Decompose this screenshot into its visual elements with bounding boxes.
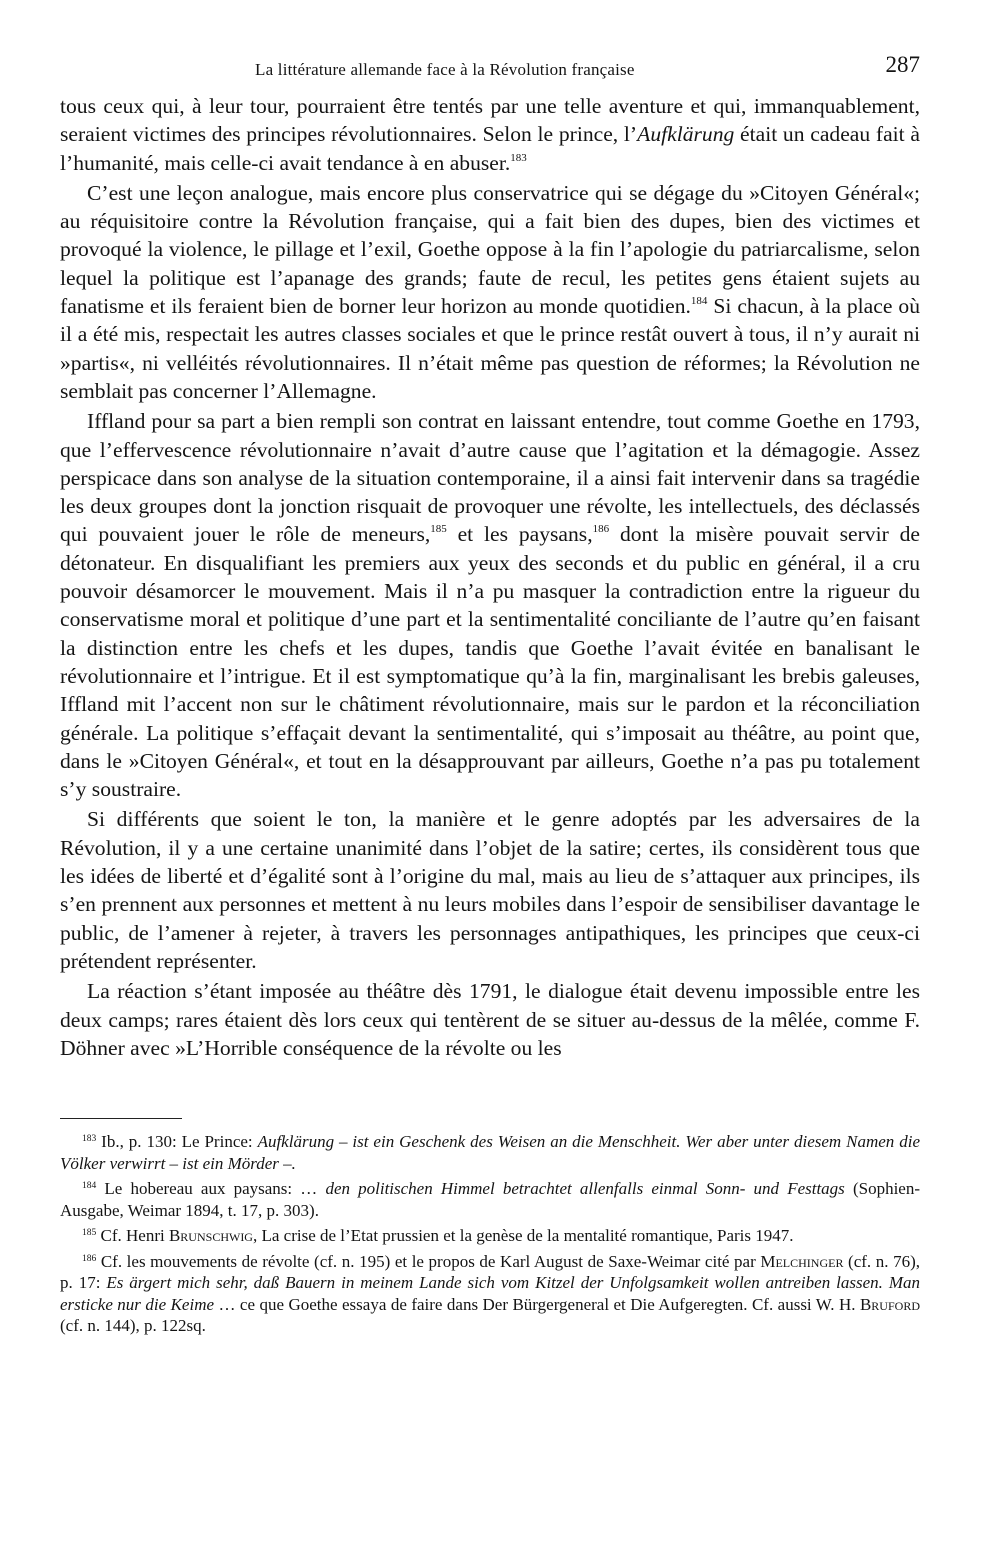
- body-text: [60, 92, 920, 1062]
- text-run: tous ceux qui, à leur tour, pourraient être tentés par une telle aventure et qui, immanquablement, seraient victimes des principes révolutionnaires. Selon le prince, l’: [60, 94, 920, 147]
- paragraph-3: [60, 407, 920, 803]
- text-run: dont la misère pouvait servir de détonateur. En disqualifiant les premiers aux yeux des seconds et du public en général, il a cru pouvoir désamorcer le mouvement. Mais il n’a pu masquer la contradiction entre la rigueur du conservatisme moral et politique d’une part et la sentimentalité conciliante de l’autre qu’en faisant la distinction entre les chefs et les dupes, tandis que Goethe l’avait évitée en banalisant le révolutionnaire et l’intrigue. Et il est symptomatique qu’à la fin, marginalisant les brebis galeuses, Iffland mit l’accent non sur le châtiment révolutionnaire, mais sur le pardon et la réconciliation générale. La politique s’effaçait devant la sentimentalité, qui s’imposait au théâtre, au point que, dans le »Citoyen Général«, et tout en la désapprouvant par ailleurs, Goethe n’a pas pu totalement s’y soustraire.: [60, 522, 921, 802]
- text-run: Si chacun, à la place où il a été mis, respectait les autres classes sociales et que le prince restât ouvert à tous, il n’y aurait ni »partis«, ni velléités révolutionnaires. Il n’était même pas question de réformes; la Révolution ne semblait pas concerner l’Allemagne.: [60, 294, 920, 403]
- footnote-186: [60, 1251, 920, 1337]
- paragraph-4: Si différents que soient le ton, la manière et le genre adoptés par les adversaires de la Révolution, il y a une certaine unanimité dans l’objet de la satire; certes, ils considèrent tous que les idées de liberté et d’égalité sont à l’origine du mal, mais au lieu de s’attaquer aux principes, ils s’en prennent aux personnes et mettent à nu leurs mobiles dans l’espoir de sensibiliser davantage le public, de l’amener à rejeter, à travers les personnages antipathiques, les principes que ceux-ci prétendent représenter.: [60, 807, 920, 973]
- paragraph-1: [60, 92, 920, 177]
- author-name: Bruford: [859, 1294, 920, 1314]
- text-run: … ce que Goethe essaya de faire dans Der Bürgergeneral et Die Aufgeregten. Cf. aussi W. H.: [214, 1294, 860, 1314]
- text-run: Iffland pour sa part a bien rempli son contrat en laissant entendre, tout comme Goethe en 1793, que l’effervescence révolutionnaire n’avait d’autre cause que l’agitation et la démagogie. Assez perspicace dans son analyse de la situation contemporaine, il a ainsi fait intervenir dans sa tragédie les deux groupes dont la jonction risquait de provoquer une révolte, les intellectuels, des déclassés qui pouvaient jouer le rôle de meneurs,: [60, 409, 920, 547]
- text-run: Cf. les mouvements de révolte (cf. n. 195) et le propos de Karl August de Saxe-Weimar cité par: [96, 1251, 761, 1271]
- paragraph-2: [60, 179, 920, 405]
- footnote-number: 184: [82, 1181, 97, 1192]
- italic-term: Aufklärung: [637, 122, 735, 147]
- italic-quote: den politischen Himmel betrachtet allenfalls einmal Sonn- und Festtags: [325, 1179, 845, 1199]
- text-run: (cf. n. 76), p. 17:: [60, 1251, 920, 1293]
- page-number: 287: [885, 52, 920, 77]
- paragraph-5: La réaction s’étant imposée au théâtre dès 1791, le dialogue était devenu impossible entre les deux camps; rares étaient dès lors ceux qui tentèrent de se situer au-dessus de la mêlée, comme F. Döhner avec »L’Horrible conséquence de la révolte ou les: [60, 979, 920, 1060]
- footnote-number: 185: [82, 1228, 97, 1239]
- text-run: Ib., p. 130: Le Prince:: [96, 1132, 258, 1152]
- italic-quote: Aufklärung – ist ein Geschenk des Weisen an die Menschheit. Wer aber unter diesem Namen die Völker verwirrt – ist ein Mörder –.: [60, 1132, 920, 1173]
- text-run: et les paysans,: [446, 522, 593, 547]
- text-run: (cf. n. 144), p. 122sq.: [60, 1316, 206, 1336]
- footnote-number: 183: [82, 1134, 97, 1145]
- text-run: (Sophien-Ausgabe, Weimar 1894, t. 17, p. 303).: [60, 1179, 921, 1220]
- book-page: [60, 52, 920, 1341]
- footnote-185: [60, 1225, 920, 1247]
- author-name: Melchinger: [760, 1251, 844, 1271]
- footnote-184: [60, 1178, 920, 1221]
- text-run: Cf. Henri: [96, 1226, 169, 1246]
- text-run: , La crise de l’Etat prussien et la genèse de la mentalité romantique, Paris 1947.: [252, 1226, 794, 1246]
- footnote-number: 186: [82, 1253, 97, 1264]
- text-run: était un cadeau fait à l’humanité, mais celle-ci avait tendance à en abuser.: [60, 122, 920, 175]
- footnote-ref-183: 183: [510, 151, 527, 164]
- footnote-ref-185: 185: [430, 523, 447, 536]
- footnote-183: [60, 1131, 920, 1174]
- footnote-ref-184: 184: [690, 295, 708, 308]
- author-name: Brunschwig: [168, 1226, 253, 1246]
- page-header: [60, 52, 920, 92]
- footnote-separator: [60, 1118, 182, 1119]
- footnotes: [60, 1131, 920, 1337]
- footnote-ref-186: 186: [592, 523, 610, 536]
- running-title: La littérature allemande face à la Révolution française: [255, 60, 635, 79]
- italic-quote: Es ärgert mich sehr, daß Bauern in meinem Lande sich vom Kitzel der Unfolgsamkeit wollen antreiben lassen. Man ersticke nur die Keime: [60, 1273, 920, 1314]
- text-run: Le hobereau aux paysans: …: [96, 1179, 326, 1199]
- text-run: C’est une leçon analogue, mais encore plus conservatrice qui se dégage du »Citoyen Général«; au réquisitoire contre la Révolution française, qui a fait bien des dupes, bien des victimes et provoqué la violence, le pillage et l’exil, Goethe oppose à la fin l’apologie du patriarcalisme, selon lequel la politique est l’apanage des grands; faute de recul, les petites gens étaient sujets au fanatisme et ils feraient bien de borner leur horizon au monde quotidien.: [60, 180, 920, 319]
